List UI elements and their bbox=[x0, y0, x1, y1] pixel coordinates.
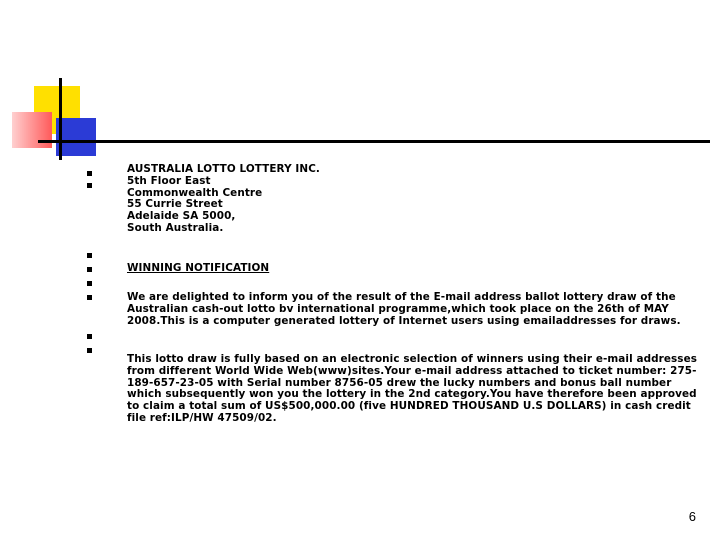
paragraph-details: This lotto draw is fully based on an electronic selection of winners using their e-mail addresses from different World Wide Web(www)sites.Your e-mail address attached to ticket number: 275-189-657-23-05 with Serial number 8756-05 drew the lucky numbers and bonus ball number which subsequently won you the lottery in the 2nd category.You have therefore been approved to claim a total sum of US$500,000.00 (five HUNDRED THOUSAND U.S DOLLARS) in cash credit file ref:ILP/HW 47509/02. bbox=[127, 353, 698, 424]
bullet-icon bbox=[87, 253, 92, 258]
bullet-icon bbox=[87, 183, 92, 188]
bullet-column bbox=[87, 0, 95, 540]
bullet-icon bbox=[87, 267, 92, 272]
decor-vertical-line bbox=[59, 78, 62, 160]
bullet-icon bbox=[87, 295, 92, 300]
paragraph-announcement: We are delighted to inform you of the result of the E-mail address ballot lottery draw of the Australian cash-out lotto bv international programme,which took place on the 26th of MAY 2008.This is a computer generated lottery of Internet users using emailaddresses for draws. bbox=[127, 291, 681, 327]
page-number: 6 bbox=[688, 509, 696, 524]
bullet-icon bbox=[87, 348, 92, 353]
bullet-icon bbox=[87, 281, 92, 286]
address-block bbox=[127, 164, 320, 235]
address-line: South Australia. bbox=[127, 221, 224, 234]
address-line: Commonwealth Centre bbox=[127, 186, 263, 199]
decor-horizontal-rule bbox=[38, 140, 710, 143]
address-line: 5th Floor East bbox=[127, 174, 211, 187]
address-line: Adelaide SA 5000, bbox=[127, 210, 236, 223]
bullet-icon bbox=[87, 334, 92, 339]
winning-notification-heading: WINNING NOTIFICATION bbox=[127, 262, 270, 274]
address-line: 55 Currie Street bbox=[127, 198, 223, 211]
address-line: AUSTRALIA LOTTO LOTTERY INC. bbox=[127, 163, 320, 175]
bullet-icon bbox=[87, 171, 92, 176]
